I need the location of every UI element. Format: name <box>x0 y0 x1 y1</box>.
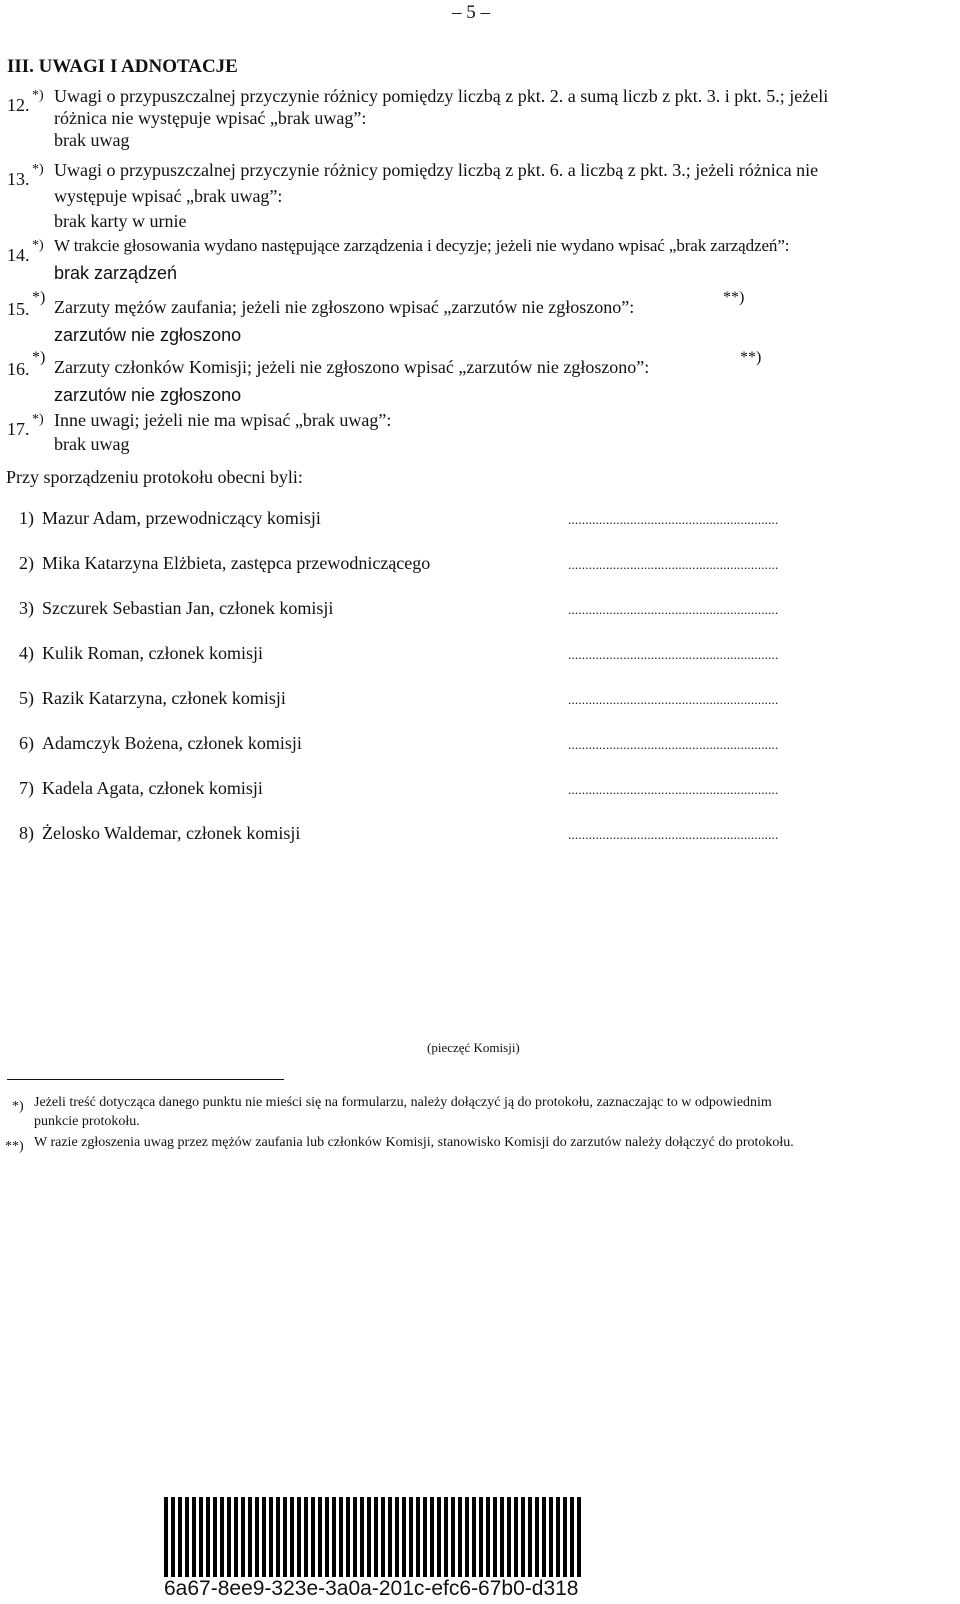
footnote-text: W razie zgłoszenia uwag przez mężów zaufania lub członków Komisji, stanowisko Komisji do zarzutów należy dołączyć do protokołu. <box>34 1135 794 1150</box>
member-name: Szczurek Sebastian Jan, członek komisji <box>42 598 334 618</box>
item-text: Uwagi o przypuszczalnej przyczynie różnicy pomiędzy liczbą z pkt. 2. a sumą liczb z pkt. 3. i pkt. 5.; jeżeli <box>54 86 829 106</box>
member-number: 4) <box>19 643 34 663</box>
footnote-divider <box>7 1079 284 1080</box>
member-row <box>0 643 960 669</box>
member-name: Kulik Roman, członek komisji <box>42 643 263 663</box>
item-text: Inne uwagi; jeżeli nie ma wpisać „brak uwag”: <box>54 410 392 430</box>
item-number: 12. <box>7 95 30 115</box>
member-number: 2) <box>19 553 34 573</box>
signature-line: ............................................................. <box>568 512 779 527</box>
footnote-marker-double: **) <box>740 349 762 366</box>
footnote-marker: *) <box>32 162 44 177</box>
item-answer: brak uwag <box>54 434 130 454</box>
item-answer: brak karty w urnie <box>54 211 187 231</box>
member-number: 5) <box>19 688 34 708</box>
signature-line: ............................................................. <box>568 827 779 842</box>
signature-line: ............................................................. <box>568 692 779 707</box>
item-number: 16. <box>7 359 30 379</box>
signature-line: ............................................................. <box>568 647 779 662</box>
member-row <box>0 733 960 759</box>
signature-line: ............................................................. <box>568 782 779 797</box>
section-heading: III. UWAGI I ADNOTACJE <box>7 56 238 77</box>
footnote-mark-single: *) <box>12 1099 24 1114</box>
barcode-text: 6a67-8ee9-323e-3a0a-201c-efc6-67b0-d318 <box>164 1577 579 1600</box>
member-row <box>0 823 960 849</box>
item-text: Zarzuty mężów zaufania; jeżeli nie zgłoszono wpisać „zarzutów nie zgłoszono”: <box>54 297 635 317</box>
item-number: 14. <box>7 245 30 265</box>
member-name: Razik Katarzyna, członek komisji <box>42 688 286 708</box>
member-row <box>0 508 960 534</box>
member-name: Żelosko Waldemar, członek komisji <box>42 823 301 843</box>
member-row <box>0 553 960 579</box>
item-answer: brak uwag <box>54 130 130 150</box>
item-text: Uwagi o przypuszczalnej przyczynie różnicy pomiędzy liczbą z pkt. 6. a liczbą z pkt. 3.; jeżeli różnica nie <box>54 160 819 180</box>
signature-line: ............................................................. <box>568 557 779 572</box>
footnote-text: punkcie protokołu. <box>34 1114 140 1129</box>
item-number: 15. <box>7 299 30 319</box>
item-number: 17. <box>7 419 30 439</box>
barcode-image <box>164 1497 583 1577</box>
footnote-marker-double: **) <box>723 289 745 306</box>
member-number: 6) <box>19 733 34 753</box>
footnote-marker: *) <box>32 289 46 306</box>
footnote-marker: *) <box>32 349 46 366</box>
page-number: – 5 – <box>452 2 490 23</box>
attendance-intro: Przy sporządzeniu protokołu obecni byli: <box>6 467 303 487</box>
member-row <box>0 778 960 804</box>
member-number: 1) <box>19 508 34 528</box>
member-number: 3) <box>19 598 34 618</box>
member-name: Mika Katarzyna Elżbieta, zastępca przewodniczącego <box>42 553 431 573</box>
item-answer: zarzutów nie zgłoszono <box>54 325 242 345</box>
footnote-mark-double: **) <box>5 1139 24 1154</box>
item-text: występuje wpisać „brak uwag”: <box>54 186 283 206</box>
member-row <box>0 688 960 714</box>
signature-line: ............................................................. <box>568 737 779 752</box>
member-number: 8) <box>19 823 34 843</box>
item-answer: zarzutów nie zgłoszono <box>54 385 242 405</box>
item-text: różnica nie występuje wpisać „brak uwag”: <box>54 108 367 128</box>
member-name: Mazur Adam, przewodniczący komisji <box>42 508 321 528</box>
stamp-label: (pieczęć Komisji) <box>427 1040 520 1055</box>
footnote-marker: *) <box>32 88 44 103</box>
footnote-marker: *) <box>32 412 44 427</box>
member-name: Adamczyk Bożena, członek komisji <box>42 733 302 753</box>
item-number: 13. <box>7 169 30 189</box>
member-name: Kadela Agata, członek komisji <box>42 778 263 798</box>
footnote-marker: *) <box>32 238 44 253</box>
member-row <box>0 598 960 624</box>
member-number: 7) <box>19 778 34 798</box>
signature-line: ............................................................. <box>568 602 779 617</box>
item-text: W trakcie głosowania wydano następujące zarządzenia i decyzje; jeżeli nie wydano wpisać „brak zarządzeń”: <box>54 236 790 255</box>
item-text: Zarzuty członków Komisji; jeżeli nie zgłoszono wpisać „zarzutów nie zgłoszono”: <box>54 357 650 377</box>
footnote-text: Jeżeli treść dotycząca danego punktu nie mieści się na formularzu, należy dołączyć ją do protokołu, zaznaczając to w odpowiednim <box>34 1095 772 1110</box>
item-answer: brak zarządzeń <box>54 263 178 283</box>
